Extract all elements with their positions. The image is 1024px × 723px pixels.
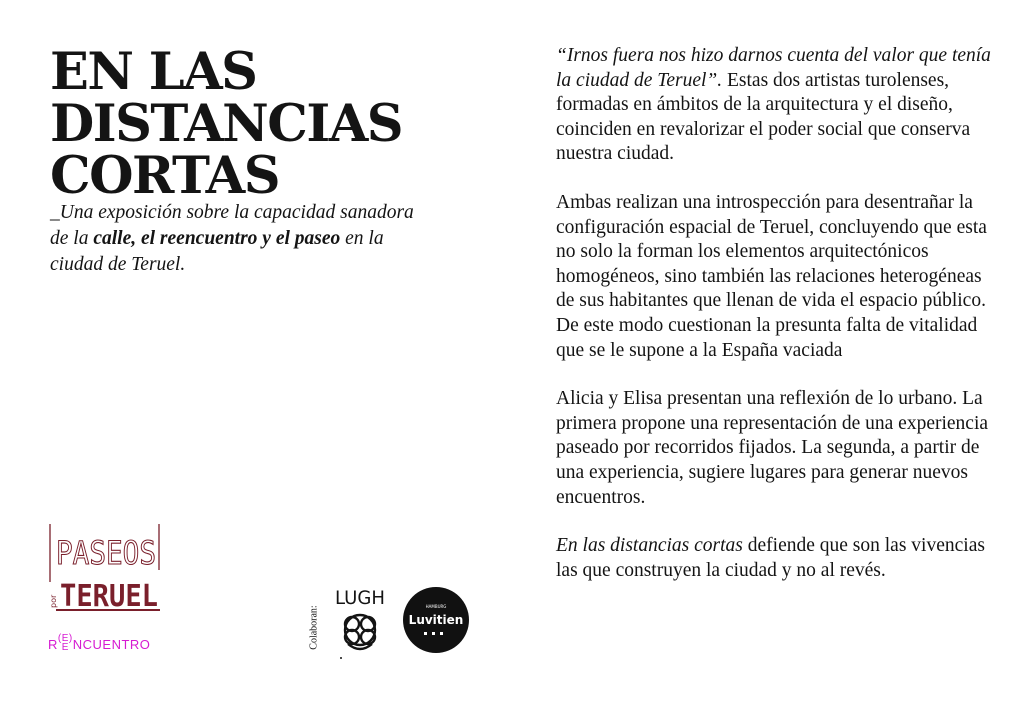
luvitien-small-text: HAMBURG: [425, 604, 447, 609]
luvitien-small-icons: [424, 632, 443, 635]
exhibition-subtitle: [50, 200, 430, 278]
subtitle-part-1: _Una exposición sobre la capacidad sanadora de la: [50, 202, 414, 249]
reencuentro-rest: NCUENTRO: [72, 637, 151, 652]
reencuentro-r: R: [48, 637, 58, 652]
paragraph-2: Ambas realizan una introspección para desentrañar la configuración espacial de Teruel, concluyendo que esta no solo la forman los elementos arquitectónicos homogéneos, sino también las relaciones heterogéneas de sus habitantes que llenan de vida el espacio público. De este modo cuestionan la presunta falta de vitalidad que se le supone a la España vaciada: [556, 191, 987, 361]
colaboran-label: [307, 598, 321, 660]
description-column: [556, 44, 996, 607]
paragraph-1-quote: “Irnos fuera nos hizo darnos cuenta del valor que tenía la ciudad de Teruel”.: [556, 45, 991, 91]
subtitle-bold: calle, el reencuentro y el paseo: [93, 228, 341, 249]
paragraph-1-rest: Estas dos artistas turolenses, formadas en ámbitos de la arquitectura y el diseño, coinciden en revalorizar el poder social que conserva nuestra ciudad.: [556, 69, 971, 165]
paseos-top-text: PASEOS: [56, 534, 156, 572]
title-line-2: DISTANCIAS: [50, 94, 403, 154]
paseos-por-teruel-logo: [46, 520, 164, 616]
lugh-text: LUGH: [335, 587, 385, 609]
luvitien-text: Luvitien: [408, 613, 464, 627]
colaboran-text: Colaboran:: [308, 605, 320, 650]
reencuentro-stack: [58, 634, 73, 652]
paseos-bottom-text: TERUEL: [60, 579, 158, 614]
paragraph-1: [556, 44, 996, 167]
lugh-knot-icon: [345, 615, 375, 649]
reencuentro-logo: [48, 634, 150, 652]
paseos-por-text: por: [49, 594, 58, 608]
title-line-1: EN LAS: [50, 42, 257, 102]
paragraph-4-rest: defiende que son las vivencias las que construyen la ciudad y no al revés.: [556, 535, 985, 581]
reencuentro-e2: E: [61, 642, 69, 653]
lugh-logo: [332, 584, 388, 662]
paragraph-4: [556, 534, 996, 583]
paragraph-4-italic: En las distancias cortas: [556, 535, 743, 557]
reencuentro-paren-e: (E): [57, 633, 73, 644]
exhibition-title: [50, 42, 403, 206]
subtitle-part-2: en la ciudad de Teruel.: [50, 228, 384, 275]
title-line-3: CORTAS: [50, 146, 280, 206]
luvitien-logo: [402, 586, 470, 654]
paragraph-3: Alicia y Elisa presentan una reflexión de lo urbano. La primera propone una representación de una experiencia paseado por recorridos fijados. La segunda, a partir de una experiencia, sugiere lugares para generar nuevos encuentros.: [556, 388, 989, 508]
